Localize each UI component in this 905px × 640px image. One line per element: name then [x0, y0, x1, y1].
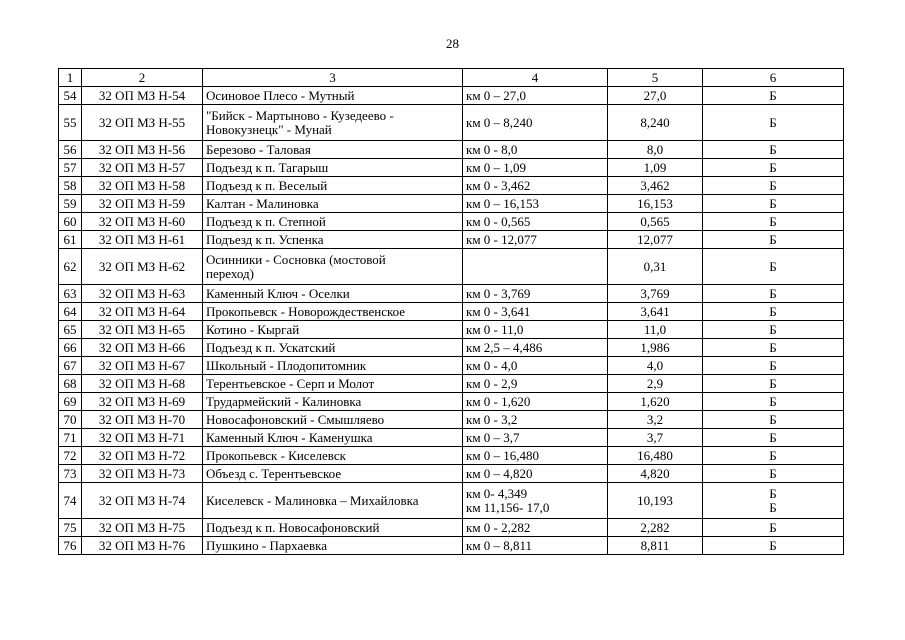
road-code-cell: 32 ОП МЗ Н-60 [82, 213, 203, 231]
row-number-cell: 67 [59, 357, 82, 375]
km-range-line: км 11,156- 17,0 [466, 499, 550, 515]
road-code-cell: 32 ОП МЗ Н-54 [82, 87, 203, 105]
row-number-cell: 74 [59, 483, 82, 519]
row-number-cell: 70 [59, 411, 82, 429]
row-number-cell: 59 [59, 195, 82, 213]
road-name-cell [203, 285, 463, 303]
road-name-line: Прокопьевск - Киселевск [206, 447, 346, 463]
road-name-line: Каменный Ключ - Каменушка [206, 429, 373, 445]
length-cell: 3,769 [608, 285, 703, 303]
category-line: Б [769, 258, 777, 274]
km-range-cell [463, 339, 608, 357]
length-cell: 3,7 [608, 429, 703, 447]
header-cell-1: 1 [59, 69, 82, 87]
km-range-cell [463, 357, 608, 375]
table-row [59, 393, 844, 411]
road-name-line: Подъезд к п. Ускатский [206, 339, 336, 355]
category-line: Б [769, 375, 777, 391]
km-range-line: км 0 - 12,077 [466, 231, 537, 247]
km-range-line: км 0 - 8,0 [466, 141, 518, 157]
row-number-cell: 58 [59, 177, 82, 195]
road-name-cell [203, 159, 463, 177]
category-cell [703, 177, 844, 195]
table-row [59, 447, 844, 465]
road-name-cell [203, 195, 463, 213]
road-code-cell: 32 ОП МЗ Н-69 [82, 393, 203, 411]
row-number-cell: 62 [59, 249, 82, 285]
table-row [59, 303, 844, 321]
road-name-line: Каменный Ключ - Оселки [206, 285, 350, 301]
road-code-cell: 32 ОП МЗ Н-67 [82, 357, 203, 375]
table-row [59, 249, 844, 285]
header-cell-3: 3 [203, 69, 463, 87]
row-number-cell: 65 [59, 321, 82, 339]
table-body [59, 69, 844, 555]
category-line: Б [769, 114, 777, 130]
road-name-cell [203, 429, 463, 447]
row-number-cell: 66 [59, 339, 82, 357]
km-range-line: км 0 - 3,462 [466, 177, 531, 193]
category-line: Б [769, 429, 777, 445]
km-range-cell [463, 321, 608, 339]
table-row [59, 213, 844, 231]
category-cell [703, 231, 844, 249]
row-number-cell: 64 [59, 303, 82, 321]
category-cell [703, 141, 844, 159]
km-range-line: км 0 – 16,480 [466, 447, 540, 463]
road-code-cell: 32 ОП МЗ Н-62 [82, 249, 203, 285]
road-name-line: Пушкино - Пархаевка [206, 537, 328, 553]
road-name-line: переход) [206, 265, 254, 281]
km-range-cell [463, 87, 608, 105]
length-cell: 3,462 [608, 177, 703, 195]
length-cell: 11,0 [608, 321, 703, 339]
category-cell [703, 537, 844, 555]
road-name-line: Калтан - Малиновка [206, 195, 319, 211]
road-name-line: Осиновое Плесо - Мутный [206, 87, 355, 103]
road-code-cell: 32 ОП МЗ Н-56 [82, 141, 203, 159]
row-number-cell: 60 [59, 213, 82, 231]
category-line: Б [769, 321, 777, 337]
row-number-cell: 63 [59, 285, 82, 303]
length-cell: 1,986 [608, 339, 703, 357]
category-line: Б [769, 87, 777, 103]
category-cell [703, 105, 844, 141]
km-range-line: км 0 - 3,2 [466, 411, 518, 427]
table-row [59, 87, 844, 105]
length-cell: 0,565 [608, 213, 703, 231]
road-name-line: Подъезд к п. Успенка [206, 231, 324, 247]
km-range-cell [463, 393, 608, 411]
table-row [59, 339, 844, 357]
road-name-cell [203, 519, 463, 537]
road-name-line: Котино - Кыргай [206, 321, 300, 337]
km-range-cell [463, 375, 608, 393]
category-cell [703, 339, 844, 357]
category-line: Б [769, 357, 777, 373]
category-line: Б [769, 141, 777, 157]
table-row [59, 429, 844, 447]
km-range-line: км 0 - 0,565 [466, 213, 531, 229]
road-name-line: Подъезд к п. Веселый [206, 177, 328, 193]
header-cell-5: 5 [608, 69, 703, 87]
table-row [59, 465, 844, 483]
table-row [59, 357, 844, 375]
category-cell [703, 447, 844, 465]
road-code-cell: 32 ОП МЗ Н-71 [82, 429, 203, 447]
km-range-line: км 0- 4,349 [466, 485, 528, 501]
km-range-cell [463, 285, 608, 303]
road-name-line: Школьный - Плодопитомник [206, 357, 367, 373]
category-line: Б [769, 231, 777, 247]
road-name-cell [203, 105, 463, 141]
category-cell [703, 303, 844, 321]
road-code-cell: 32 ОП МЗ Н-65 [82, 321, 203, 339]
road-name-cell [203, 339, 463, 357]
length-cell: 10,193 [608, 483, 703, 519]
length-cell: 8,0 [608, 141, 703, 159]
road-name-line: Березово - Таловая [206, 141, 311, 157]
table-row [59, 195, 844, 213]
length-cell: 1,09 [608, 159, 703, 177]
km-range-line: км 0 - 3,769 [466, 285, 531, 301]
category-cell [703, 429, 844, 447]
km-range-line: км 0 - 2,282 [466, 519, 531, 535]
category-line: Б [769, 303, 777, 319]
km-range-line: км 0 – 27,0 [466, 87, 527, 103]
km-range-line: км 0 – 8,811 [466, 537, 533, 553]
road-code-cell: 32 ОП МЗ Н-75 [82, 519, 203, 537]
category-cell [703, 393, 844, 411]
km-range-line: км 0 – 16,153 [466, 195, 540, 211]
header-cell-2: 2 [82, 69, 203, 87]
category-cell [703, 519, 844, 537]
km-range-cell [463, 195, 608, 213]
header-cell-6: 6 [703, 69, 844, 87]
length-cell: 1,620 [608, 393, 703, 411]
category-line: Б [769, 285, 777, 301]
km-range-cell [463, 213, 608, 231]
km-range-cell [463, 231, 608, 249]
road-name-cell [203, 411, 463, 429]
table-header-row [59, 69, 844, 87]
road-name-line: Трудармейский - Калиновка [206, 393, 362, 409]
row-number-cell: 72 [59, 447, 82, 465]
road-name-cell [203, 249, 463, 285]
category-cell [703, 465, 844, 483]
row-number-cell: 71 [59, 429, 82, 447]
table-row [59, 321, 844, 339]
km-range-cell [463, 177, 608, 195]
km-range-line: км 0 – 1,09 [466, 159, 527, 175]
length-cell: 2,9 [608, 375, 703, 393]
road-name-cell [203, 141, 463, 159]
road-code-cell: 32 ОП МЗ Н-58 [82, 177, 203, 195]
km-range-line: км 0 - 1,620 [466, 393, 531, 409]
road-name-cell [203, 213, 463, 231]
km-range-cell [463, 105, 608, 141]
road-name-cell [203, 303, 463, 321]
category-cell [703, 213, 844, 231]
km-range-cell [463, 141, 608, 159]
road-code-cell: 32 ОП МЗ Н-61 [82, 231, 203, 249]
table-row [59, 105, 844, 141]
road-name-line: Осинники - Сосновка (мостовой [206, 251, 386, 267]
category-line: Б [769, 499, 777, 515]
road-name-line: "Бийск - Мартыново - Кузедеево - [206, 107, 394, 123]
length-cell: 3,2 [608, 411, 703, 429]
length-cell: 2,282 [608, 519, 703, 537]
category-cell [703, 159, 844, 177]
roads-table [58, 68, 844, 555]
header-cell-4: 4 [463, 69, 608, 87]
category-cell [703, 411, 844, 429]
table-row [59, 483, 844, 519]
category-cell [703, 87, 844, 105]
km-range-cell [463, 519, 608, 537]
road-code-cell: 32 ОП МЗ Н-63 [82, 285, 203, 303]
table-row [59, 159, 844, 177]
category-line: Б [769, 195, 777, 211]
page-number: 28 [446, 36, 459, 51]
road-code-cell: 32 ОП МЗ Н-57 [82, 159, 203, 177]
category-line: Б [769, 537, 777, 553]
road-name-line: Подъезд к п. Тагарыш [206, 159, 329, 175]
table-row [59, 141, 844, 159]
road-name-line: Новосафоновский - Смышляево [206, 411, 385, 427]
category-cell [703, 249, 844, 285]
road-code-cell: 32 ОП МЗ Н-72 [82, 447, 203, 465]
table-row [59, 177, 844, 195]
road-name-line: Подъезд к п. Степной [206, 213, 326, 229]
road-name-cell [203, 375, 463, 393]
length-cell: 16,480 [608, 447, 703, 465]
road-name-cell [203, 231, 463, 249]
road-code-cell: 32 ОП МЗ Н-59 [82, 195, 203, 213]
km-range-cell [463, 465, 608, 483]
row-number-cell: 56 [59, 141, 82, 159]
km-range-cell [463, 411, 608, 429]
road-name-cell [203, 393, 463, 411]
length-cell: 0,31 [608, 249, 703, 285]
km-range-line: км 0 – 8,240 [466, 114, 533, 130]
road-code-cell: 32 ОП МЗ Н-74 [82, 483, 203, 519]
table-row [59, 285, 844, 303]
road-name-cell [203, 483, 463, 519]
road-name-cell [203, 537, 463, 555]
km-range-cell [463, 447, 608, 465]
km-range-line: км 2,5 – 4,486 [466, 339, 543, 355]
km-range-line: км 0 - 11,0 [466, 321, 524, 337]
km-range-line: км 0 - 4,0 [466, 357, 518, 373]
road-name-cell [203, 321, 463, 339]
road-code-cell: 32 ОП МЗ Н-73 [82, 465, 203, 483]
road-code-cell: 32 ОП МЗ Н-66 [82, 339, 203, 357]
category-line: Б [769, 339, 777, 355]
length-cell: 3,641 [608, 303, 703, 321]
category-cell [703, 195, 844, 213]
road-name-cell [203, 87, 463, 105]
road-code-cell: 32 ОП МЗ Н-68 [82, 375, 203, 393]
table-row [59, 231, 844, 249]
row-number-cell: 76 [59, 537, 82, 555]
road-name-cell [203, 177, 463, 195]
length-cell: 27,0 [608, 87, 703, 105]
road-code-cell: 32 ОП МЗ Н-70 [82, 411, 203, 429]
km-range-line: км 0 – 3,7 [466, 429, 520, 445]
table-row [59, 375, 844, 393]
category-line: Б [769, 519, 777, 535]
km-range-cell [463, 159, 608, 177]
category-line: Б [769, 177, 777, 193]
row-number-cell: 54 [59, 87, 82, 105]
row-number-cell: 68 [59, 375, 82, 393]
category-line: Б [769, 159, 777, 175]
length-cell: 16,153 [608, 195, 703, 213]
length-cell: 8,811 [608, 537, 703, 555]
length-cell: 4,0 [608, 357, 703, 375]
length-cell: 12,077 [608, 231, 703, 249]
road-name-cell [203, 447, 463, 465]
row-number-cell: 57 [59, 159, 82, 177]
table-row [59, 411, 844, 429]
category-line: Б [769, 213, 777, 229]
category-line: Б [769, 393, 777, 409]
km-range-line: км 0 - 3,641 [466, 303, 531, 319]
category-line: Б [769, 465, 777, 481]
road-name-cell [203, 357, 463, 375]
km-range-line: км 0 - 2,9 [466, 375, 518, 391]
km-range-cell [463, 429, 608, 447]
category-line: Б [769, 447, 777, 463]
km-range-line: км 0 – 4,820 [466, 465, 533, 481]
category-cell [703, 483, 844, 519]
km-range-cell [463, 537, 608, 555]
road-code-cell: 32 ОП МЗ Н-55 [82, 105, 203, 141]
category-line: Б [769, 411, 777, 427]
category-cell [703, 375, 844, 393]
category-cell [703, 357, 844, 375]
road-name-line: Терентьевское - Серп и Молот [206, 375, 375, 391]
length-cell: 4,820 [608, 465, 703, 483]
table-row [59, 537, 844, 555]
road-name-cell [203, 465, 463, 483]
road-name-line: Объезд с. Терентьевское [206, 465, 342, 481]
road-name-line: Киселевск - Малиновка – Михайловка [206, 492, 419, 508]
table-row [59, 519, 844, 537]
road-name-line: Новокузнецк" - Мунай [206, 121, 332, 137]
row-number-cell: 75 [59, 519, 82, 537]
row-number-cell: 69 [59, 393, 82, 411]
km-range-cell [463, 303, 608, 321]
road-name-line: Подъезд к п. Новосафоновский [206, 519, 380, 535]
category-cell [703, 321, 844, 339]
km-range-cell [463, 483, 608, 519]
road-code-cell: 32 ОП МЗ Н-76 [82, 537, 203, 555]
length-cell: 8,240 [608, 105, 703, 141]
km-range-cell [463, 249, 608, 285]
row-number-cell: 55 [59, 105, 82, 141]
row-number-cell: 61 [59, 231, 82, 249]
category-line: Б [769, 485, 777, 501]
road-name-line: Прокопьевск - Новорождественское [206, 303, 406, 319]
road-code-cell: 32 ОП МЗ Н-64 [82, 303, 203, 321]
row-number-cell: 73 [59, 465, 82, 483]
category-cell [703, 285, 844, 303]
